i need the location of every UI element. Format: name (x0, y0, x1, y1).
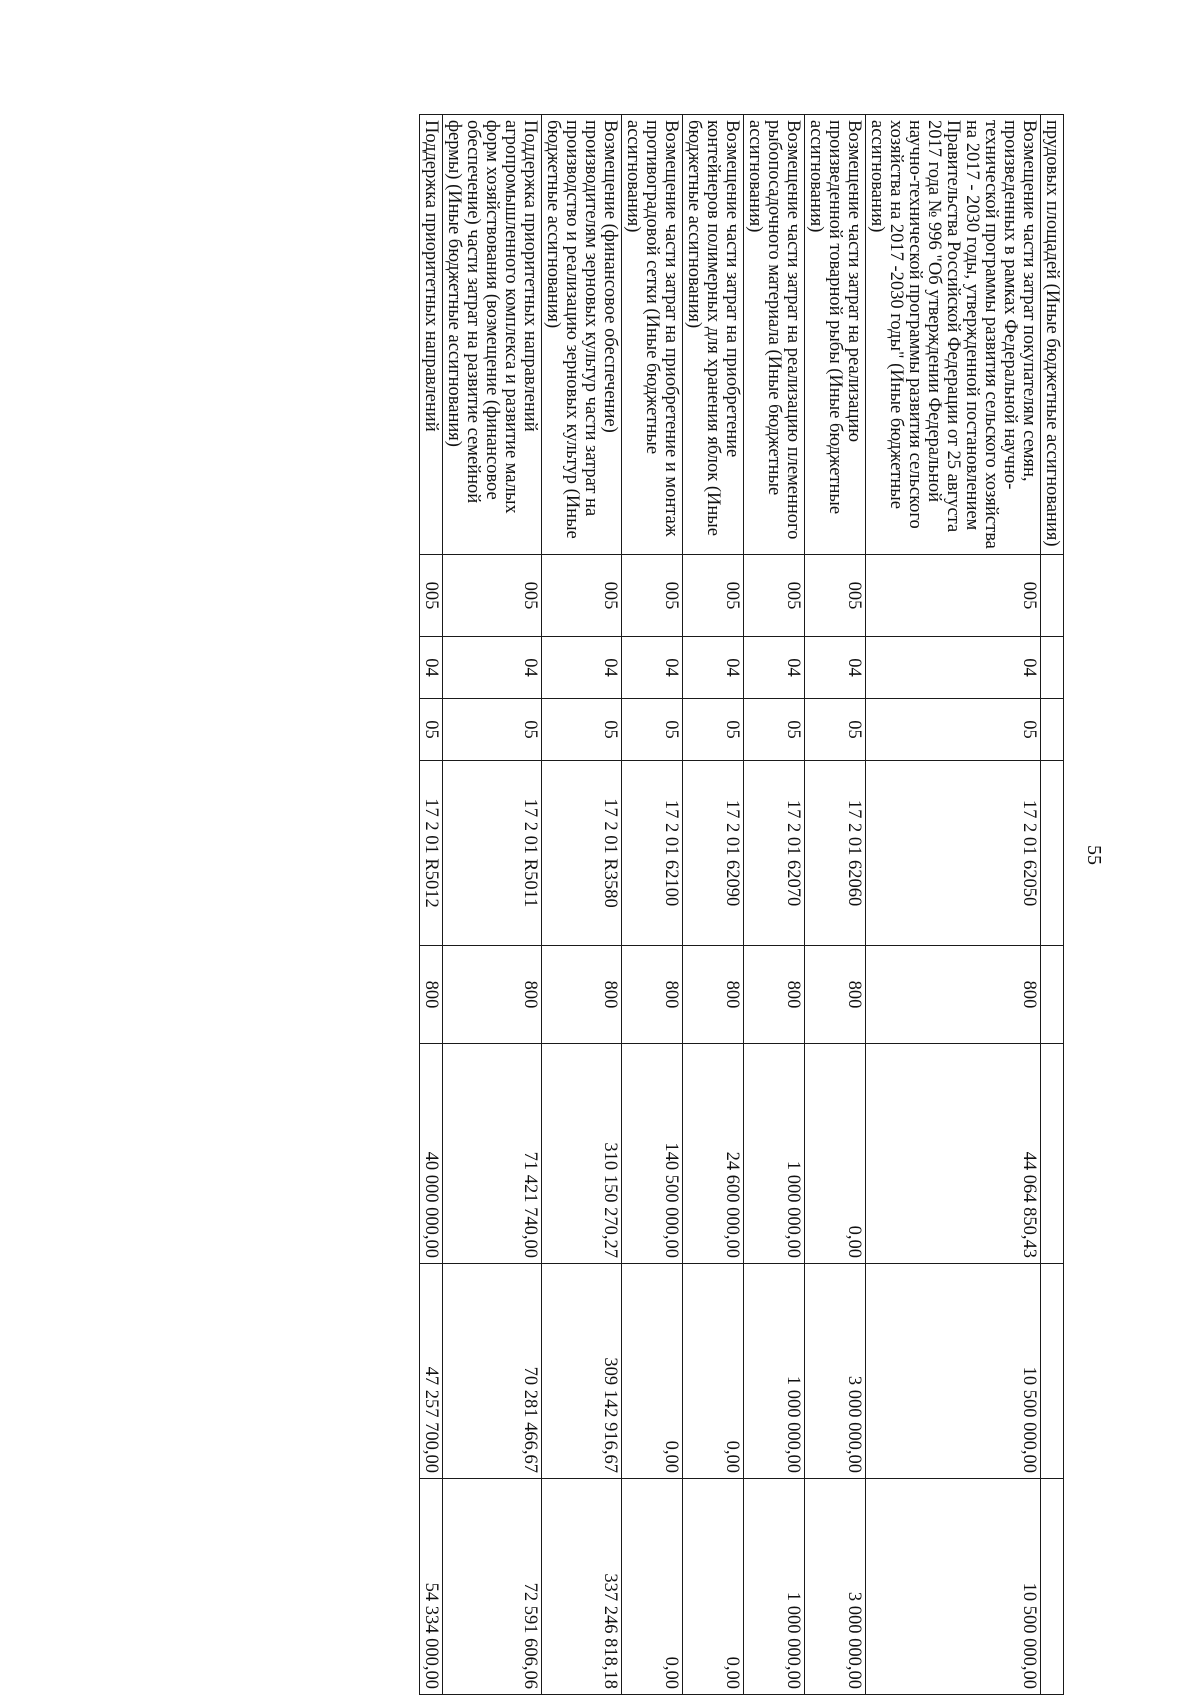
amount-year-1: 71 421 740,00 (443, 1044, 542, 1264)
table-row (622, 115, 683, 1695)
ministry-code: 005 (683, 555, 744, 637)
table-row (542, 115, 622, 1695)
amount-year-3: 0,00 (683, 1479, 744, 1695)
subsection-code: 05 (866, 699, 1041, 761)
section-code: 04 (420, 637, 443, 699)
ministry-code: 005 (866, 555, 1041, 637)
ministry-code: 005 (622, 555, 683, 637)
expense-type-code: 800 (622, 946, 683, 1044)
amount-year-2: 47 257 700,00 (420, 1264, 443, 1479)
amount-year-1: 40 000 000,00 (420, 1044, 443, 1264)
target-item-code: 17 2 01 62070 (744, 761, 805, 946)
table-body (420, 115, 1064, 1695)
target-item-code: 17 2 01 62090 (683, 761, 744, 946)
row-description: Возмещение части затрат на реализацию племенного рыбопосадочного материала (Иные бюджетные ассигнования) (744, 115, 805, 555)
target-item-code: 17 2 01 62060 (805, 761, 866, 946)
amount-year-2: 3 000 000,00 (805, 1264, 866, 1479)
expense-type-code: 800 (683, 946, 744, 1044)
amount-year-2: 309 142 916,67 (542, 1264, 622, 1479)
table-row (866, 115, 1041, 1695)
section-code (1041, 637, 1064, 699)
amount-year-1 (1041, 1044, 1064, 1264)
ministry-code: 005 (443, 555, 542, 637)
row-description: Поддержка приоритетных направлений (420, 115, 443, 555)
target-item-code: 17 2 01 R5012 (420, 761, 443, 946)
ministry-code: 005 (744, 555, 805, 637)
section-code: 04 (542, 637, 622, 699)
amount-year-3: 0,00 (622, 1479, 683, 1695)
amount-year-3: 3 000 000,00 (805, 1479, 866, 1695)
expense-type-code: 800 (744, 946, 805, 1044)
amount-year-2: 0,00 (622, 1264, 683, 1479)
section-code: 04 (866, 637, 1041, 699)
target-item-code (1041, 761, 1064, 946)
amount-year-2 (1041, 1264, 1064, 1479)
section-code: 04 (744, 637, 805, 699)
amount-year-3: 1 000 000,00 (744, 1479, 805, 1695)
ministry-code (1041, 555, 1064, 637)
amount-year-3: 337 246 818,18 (542, 1479, 622, 1695)
amount-year-1: 140 500 000,00 (622, 1044, 683, 1264)
row-description: Возмещение части затрат на приобретение и монтаж противоградовой сетки (Иные бюджетные ассигнования) (622, 115, 683, 555)
ministry-code: 005 (805, 555, 866, 637)
section-code: 04 (622, 637, 683, 699)
amount-year-3: 54 334 000,00 (420, 1479, 443, 1695)
amount-year-3: 72 591 606,06 (443, 1479, 542, 1695)
table-row (683, 115, 744, 1695)
amount-year-2: 70 281 466,67 (443, 1264, 542, 1479)
row-description: Возмещение (финансовое обеспечение) производителям зерновых культур части затрат на производство и реализацию зерновых культур (Иные бюджетные ассигнования) (542, 115, 622, 555)
target-item-code: 17 2 01 62050 (866, 761, 1041, 946)
amount-year-2: 10 500 000,00 (866, 1264, 1041, 1479)
section-code: 04 (805, 637, 866, 699)
budget-table (419, 114, 1064, 1695)
table-row (443, 115, 542, 1695)
subsection-code (1041, 699, 1064, 761)
row-description: Возмещение части затрат на приобретение контейнеров полимерных для хранения яблок (Иные бюджетные ассигнования) (683, 115, 744, 555)
amount-year-2: 0,00 (683, 1264, 744, 1479)
expense-type-code (1041, 946, 1064, 1044)
row-description: Поддержка приоритетных направлений агропромышленного комплекса и развитие малых форм хозяйствования (возмещение (финансовое обеспечение) части затрат на развитие семейной фермы) (Иные бюджетные ассигнования) (443, 115, 542, 555)
expense-type-code: 800 (443, 946, 542, 1044)
subsection-code: 05 (622, 699, 683, 761)
subsection-code: 05 (683, 699, 744, 761)
amount-year-1: 310 150 270,27 (542, 1044, 622, 1264)
subsection-code: 05 (443, 699, 542, 761)
amount-year-1: 0,00 (805, 1044, 866, 1264)
section-code: 04 (443, 637, 542, 699)
page-number: 55 (1083, 845, 1105, 865)
expense-type-code: 800 (420, 946, 443, 1044)
section-code: 04 (683, 637, 744, 699)
amount-year-1: 24 600 000,00 (683, 1044, 744, 1264)
subsection-code: 05 (542, 699, 622, 761)
expense-type-code: 800 (542, 946, 622, 1044)
target-item-code: 17 2 01 R3580 (542, 761, 622, 946)
table-row (420, 115, 443, 1695)
expense-type-code: 800 (805, 946, 866, 1044)
expense-type-code: 800 (866, 946, 1041, 1044)
table-row (1041, 115, 1064, 1695)
ministry-code: 005 (420, 555, 443, 637)
subsection-code: 05 (744, 699, 805, 761)
subsection-code: 05 (805, 699, 866, 761)
row-description: прудовых площадей (Иные бюджетные ассигнования) (1041, 115, 1064, 555)
amount-year-1: 44 064 850,43 (866, 1044, 1041, 1264)
subsection-code: 05 (420, 699, 443, 761)
amount-year-2: 1 000 000,00 (744, 1264, 805, 1479)
amount-year-3 (1041, 1479, 1064, 1695)
table-row (805, 115, 866, 1695)
row-description: Возмещение части затрат на реализацию произведенной товарной рыбы (Иные бюджетные ассигнования) (805, 115, 866, 555)
ministry-code: 005 (542, 555, 622, 637)
table-row (744, 115, 805, 1695)
amount-year-1: 1 000 000,00 (744, 1044, 805, 1264)
budget-table-frame (114, 114, 1064, 1694)
target-item-code: 17 2 01 R5011 (443, 761, 542, 946)
amount-year-3: 10 500 000,00 (866, 1479, 1041, 1695)
target-item-code: 17 2 01 62100 (622, 761, 683, 946)
row-description: Возмещение части затрат покупателям семян, произведенных в рамках Федеральной научно-технической программы развития сельского хозяйства на 2017 - 2030 годы, утвержденной постановлением Правительства Российской Федерации от 25 августа 2017 года № 996 "Об утверждении Федеральной научно-технической программы развития сельского хозяйства на 2017 -2030 годы" (Иные бюджетные ассигнования) (866, 115, 1041, 555)
